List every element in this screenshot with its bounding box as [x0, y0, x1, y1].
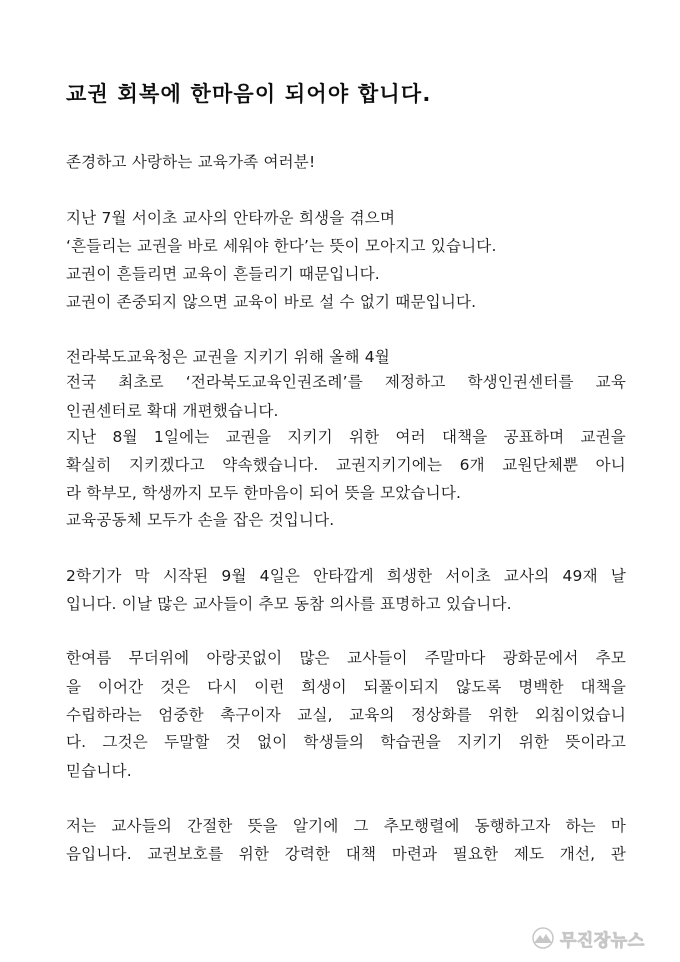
paragraph2-line: 전라북도교육청은 교권을 지키기 위해 올해 4월 — [66, 348, 390, 366]
paragraph4-line: 한여름 무더위에 아랑곳없이 많은 교사들이 주말마다 광화문에서 추모 — [66, 649, 626, 667]
paragraph3-line: 입니다. 이날 많은 교사들이 추모 동참 의사를 표명하고 있습니다. — [66, 595, 512, 613]
paragraph4-line: 을 이어간 것은 다시 이런 희생이 되풀이되지 않도록 명백한 대책을 — [66, 678, 626, 696]
paragraph1-line: 교권이 존중되지 않으면 교육이 바로 설 수 없기 때문입니다. — [66, 293, 477, 311]
watermark-brand: 무진장뉴스 — [560, 930, 645, 951]
paragraph5-line: 음입니다. 교권보호를 위한 강력한 대책 마련과 필요한 제도 개선, 관 — [66, 845, 626, 863]
paragraph3-line: 2학기가 막 시작된 9월 4일은 안타깝게 희생한 서이초 교사의 49재 날 — [66, 567, 626, 585]
mountain-logo-icon — [530, 927, 556, 949]
paragraph2-line: 확실히 지키겠다고 약속했습니다. 교권지키기에는 6개 교원단체뿐 아니 — [66, 456, 626, 474]
greeting: 존경하고 사랑하는 교육가족 여러분! — [66, 153, 316, 171]
paragraph1-line: 지난 7월 서이초 교사의 안타까운 희생을 겪으며 — [66, 209, 396, 227]
paragraph2-line: 인권센터로 확대 개편했습니다. — [66, 402, 279, 420]
paragraph2-line: 라 학부모, 학생까지 모두 한마음이 되어 뜻을 모았습니다. — [66, 484, 462, 502]
paragraph2-line: 지난 8월 1일에는 교권을 지키기 위한 여러 대책을 공표하며 교권을 — [66, 428, 626, 446]
paragraph2-line: 전국 최초로 ‘전라북도교육인권조례’를 제정하고 학생인권센터를 교육 — [66, 373, 626, 391]
paragraph4-line: 수립하라는 엄중한 촉구이자 교실, 교육의 정상화를 위한 외침이었습니 — [66, 706, 626, 724]
paragraph4-line: 믿습니다. — [66, 762, 132, 780]
watermark — [530, 922, 670, 954]
paragraph5-line: 저는 교사들의 간절한 뜻을 알기에 그 추모행렬에 동행하고자 하는 마 — [66, 817, 626, 835]
paragraph1-line: ‘흔들리는 교권을 바로 세워야 한다’는 뜻이 모아지고 있습니다. — [66, 237, 497, 255]
document-title: 교권 회복에 한마음이 되어야 합니다. — [66, 82, 432, 106]
paragraph1-line: 교권이 흔들리면 교육이 흔들리기 때문입니다. — [66, 265, 380, 283]
paragraph4-line: 다. 그것은 두말할 것 없이 학생들의 학습권을 지키기 위한 뜻이라고 — [66, 733, 626, 751]
paragraph2-line: 교육공동체 모두가 손을 잡은 것입니다. — [66, 511, 335, 529]
